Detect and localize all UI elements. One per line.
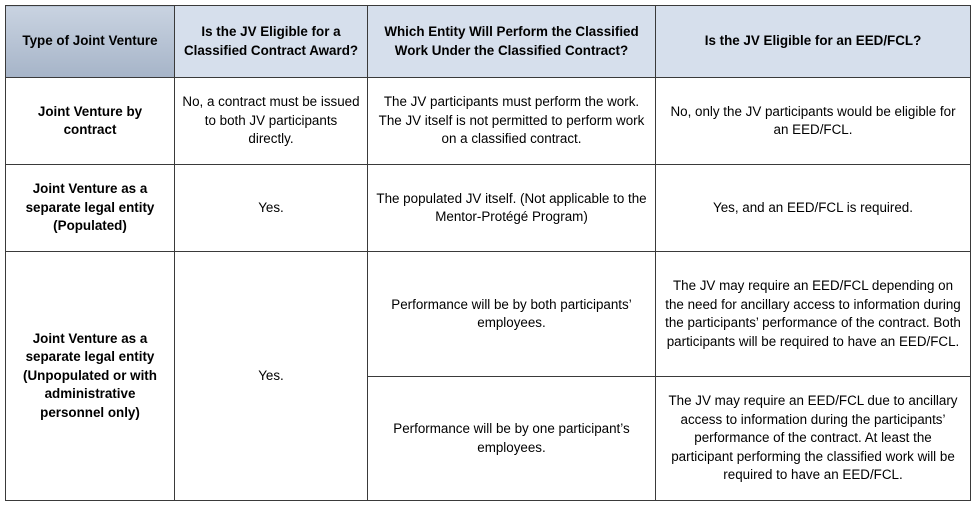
- entity-cell: The JV participants must perform the work. The JV itself is not permitted to perform work on a classified contract.: [368, 78, 656, 165]
- entity-cell: Performance will be by both participants’ employees.: [368, 252, 656, 377]
- eed-cell: The JV may require an EED/FCL due to ancillary access to information during the participants’ performance of the contract. At least the participant performing the classified work will be required to have an EED/FCL.: [656, 377, 971, 501]
- eed-cell: The JV may require an EED/FCL depending on the need for ancillary access to information during the participants’ performance of the contract. Both participants will be required to have an EED/FCL.: [656, 252, 971, 377]
- header-entity: Which Entity Will Perform the Classified Work Under the Classified Contract?: [368, 6, 656, 78]
- entity-cell: The populated JV itself. (Not applicable to the Mentor-Protégé Program): [368, 165, 656, 252]
- row-type-cell: Joint Venture as a separate legal entity (Populated): [6, 165, 175, 252]
- entity-cell: Performance will be by one participant’s employees.: [368, 377, 656, 501]
- award-cell: Yes.: [175, 252, 368, 501]
- header-eed: Is the JV Eligible for an EED/FCL?: [656, 6, 971, 78]
- header-row: [6, 6, 971, 78]
- table-row: [6, 78, 971, 165]
- eed-cell: Yes, and an EED/FCL is required.: [656, 165, 971, 252]
- table-body: [6, 78, 971, 501]
- table-row: [6, 252, 971, 377]
- eed-cell: No, only the JV participants would be eligible for an EED/FCL.: [656, 78, 971, 165]
- row-type-cell: Joint Venture as a separate legal entity (Unpopulated or with administrative personnel only): [6, 252, 175, 501]
- header-award: Is the JV Eligible for a Classified Contract Award?: [175, 6, 368, 78]
- row-type-cell: Joint Venture by contract: [6, 78, 175, 165]
- header-type: Type of Joint Venture: [6, 6, 175, 78]
- joint-venture-table: [5, 5, 971, 501]
- table-header: [6, 6, 971, 78]
- award-cell: Yes.: [175, 165, 368, 252]
- table-row: [6, 165, 971, 252]
- award-cell: No, a contract must be issued to both JV participants directly.: [175, 78, 368, 165]
